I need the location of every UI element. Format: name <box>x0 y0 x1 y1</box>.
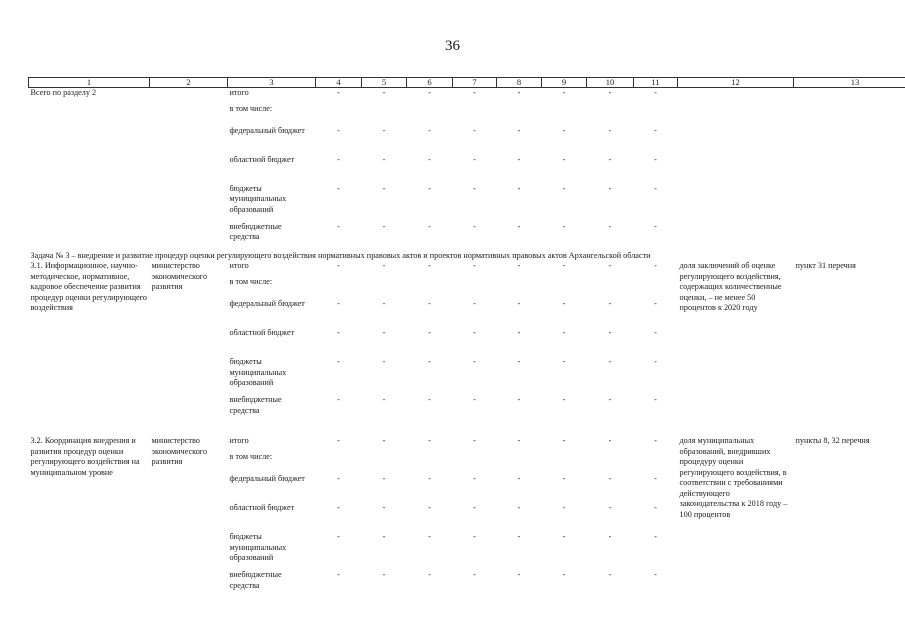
value-cell: - <box>337 328 340 337</box>
value-cell <box>316 277 362 299</box>
value-cell: - <box>473 328 476 337</box>
value-cell: - <box>608 299 612 308</box>
measure-name: 3.2. Координация внедрения и развития процедур оценки регулирующего воздействия на муниципальном уровне <box>30 436 140 477</box>
executor-cell <box>150 88 228 251</box>
reference-cell: пункт 31 перечня <box>795 261 856 270</box>
value-cell: - <box>654 395 657 404</box>
table-row <box>29 436 905 452</box>
value-cell: - <box>517 570 521 579</box>
col-header: 10 <box>587 78 634 88</box>
value-cell: - <box>428 395 431 404</box>
value-cell: - <box>473 88 476 97</box>
funding-source: итого <box>229 261 249 270</box>
col-header: 12 <box>678 78 794 88</box>
value-cell: - <box>473 125 476 135</box>
value-cell: - <box>517 125 521 135</box>
value-cell <box>362 104 407 126</box>
value-cell: - <box>428 532 431 541</box>
value-cell: - <box>473 154 476 164</box>
col-header: 2 <box>150 78 228 88</box>
value-cell: - <box>608 88 612 97</box>
value-cell <box>587 104 634 126</box>
funding-source: бюджеты муниципальных образований <box>229 532 287 562</box>
value-cell <box>542 452 587 474</box>
value-cell <box>407 104 453 126</box>
value-cell: - <box>382 88 386 97</box>
section-total-label: Всего по разделу 2 <box>30 88 97 97</box>
funding-source: федеральный бюджет <box>229 299 305 308</box>
spacer-cell <box>29 424 905 436</box>
value-cell: - <box>337 395 340 404</box>
value-cell: - <box>608 328 612 337</box>
value-cell <box>316 104 362 126</box>
value-cell: - <box>517 221 521 231</box>
value-cell: - <box>382 532 386 541</box>
value-cell <box>634 104 678 126</box>
value-cell <box>407 452 453 474</box>
value-cell: - <box>562 532 566 541</box>
value-cell: - <box>654 88 657 97</box>
value-cell: - <box>608 436 612 445</box>
value-cell: - <box>337 125 340 135</box>
col-header: 7 <box>453 78 497 88</box>
value-cell: - <box>517 436 521 445</box>
value-cell: - <box>654 357 657 366</box>
value-cell: - <box>517 154 521 164</box>
funding-source: областной бюджет <box>229 154 295 164</box>
value-cell <box>453 277 497 299</box>
funding-source: итого <box>229 436 249 445</box>
value-cell: - <box>654 154 657 164</box>
value-cell: - <box>382 299 386 308</box>
value-cell: - <box>473 183 476 193</box>
value-cell: - <box>428 436 431 445</box>
reference-cell <box>794 88 905 251</box>
value-cell <box>497 277 542 299</box>
value-cell <box>362 452 407 474</box>
funding-source: итого <box>229 88 249 97</box>
value-cell: - <box>337 570 340 579</box>
value-cell: - <box>337 503 340 512</box>
value-cell: - <box>337 88 340 97</box>
value-cell: - <box>562 125 566 135</box>
value-cell: - <box>654 503 657 512</box>
value-cell: - <box>382 125 386 135</box>
value-cell: - <box>337 474 340 483</box>
value-cell: - <box>654 183 657 193</box>
value-cell: - <box>337 221 340 231</box>
value-cell: - <box>562 261 566 270</box>
measure-name: 3.1. Информационное, научно-методическое, нормативное, кадровое обеспечение развития процедур оценки регулирующего воздействия <box>30 261 147 312</box>
value-cell: - <box>654 221 657 231</box>
value-cell <box>542 104 587 126</box>
column-number-row <box>29 78 905 88</box>
value-cell: - <box>428 570 431 579</box>
value-cell: - <box>337 261 340 270</box>
value-cell: - <box>473 503 476 512</box>
value-cell: - <box>428 261 431 270</box>
task-title: Задача № 3 – внедрение и развитие процедур оценки регулирующего воздействия нормативных правовых актов и проектов нормативных правовых актов Архангельской области <box>30 250 651 260</box>
funding-source: областной бюджет <box>229 328 295 337</box>
value-cell: - <box>608 183 612 193</box>
value-cell: - <box>562 154 566 164</box>
value-cell <box>453 104 497 126</box>
value-cell: - <box>608 357 612 366</box>
value-cell <box>587 277 634 299</box>
value-cell: - <box>608 261 612 270</box>
table-row <box>29 261 905 277</box>
col-header: 8 <box>497 78 542 88</box>
value-cell: - <box>562 299 566 308</box>
value-cell: - <box>654 328 657 337</box>
value-cell: - <box>517 88 521 97</box>
funding-source: в том числе: <box>229 452 273 461</box>
value-cell: - <box>608 474 612 483</box>
page-number: 36 <box>445 38 460 54</box>
col-header: 6 <box>407 78 453 88</box>
value-cell <box>407 277 453 299</box>
reference-cell: пункты 8, 32 перечня <box>795 436 870 445</box>
value-cell: - <box>337 183 340 193</box>
col-header: 11 <box>634 78 678 88</box>
value-cell: - <box>608 221 612 231</box>
executor-cell: министерство экономического развития <box>151 261 208 291</box>
value-cell: - <box>382 395 386 404</box>
value-cell: - <box>337 532 340 541</box>
value-cell: - <box>654 436 657 445</box>
value-cell: - <box>428 328 431 337</box>
value-cell: - <box>517 474 521 483</box>
value-cell: - <box>473 357 476 366</box>
indicator-cell: доля заключений об оценке регулирующего воздействия, содержащих количественные оценки, – не менее 50 процентов к 2020 году <box>679 261 782 312</box>
value-cell: - <box>562 328 566 337</box>
value-cell: - <box>473 261 476 270</box>
value-cell <box>634 452 678 474</box>
value-cell: - <box>382 357 386 366</box>
value-cell: - <box>382 328 386 337</box>
value-cell: - <box>428 88 431 97</box>
task-row <box>29 251 905 262</box>
executor-cell: министерство экономического развития <box>151 436 208 466</box>
value-cell: - <box>382 436 386 445</box>
value-cell: - <box>473 395 476 404</box>
value-cell: - <box>517 183 521 193</box>
value-cell: - <box>382 474 386 483</box>
value-cell: - <box>608 570 612 579</box>
value-cell: - <box>562 357 566 366</box>
value-cell: - <box>337 436 340 445</box>
value-cell: - <box>654 474 657 483</box>
col-header: 3 <box>228 78 316 88</box>
value-cell: - <box>608 154 612 164</box>
value-cell: - <box>473 436 476 445</box>
col-header: 9 <box>542 78 587 88</box>
funding-source: в том числе: <box>229 103 273 113</box>
value-cell: - <box>382 154 386 164</box>
funding-source: областной бюджет <box>229 503 295 512</box>
value-cell: - <box>473 532 476 541</box>
value-cell: - <box>428 299 431 308</box>
value-cell: - <box>337 357 340 366</box>
funding-source: федеральный бюджет <box>229 125 305 135</box>
value-cell <box>634 277 678 299</box>
value-cell: - <box>608 125 612 135</box>
value-cell: - <box>428 125 431 135</box>
funding-source: внебюджетные средства <box>229 570 282 590</box>
value-cell: - <box>382 183 386 193</box>
value-cell: - <box>654 261 657 270</box>
value-cell: - <box>562 395 566 404</box>
col-header: 5 <box>362 78 407 88</box>
value-cell <box>497 104 542 126</box>
value-cell: - <box>562 221 566 231</box>
value-cell <box>497 452 542 474</box>
value-cell: - <box>428 221 431 231</box>
value-cell: - <box>382 503 386 512</box>
funding-source: федеральный бюджет <box>229 474 305 483</box>
value-cell: - <box>473 570 476 579</box>
value-cell: - <box>473 299 476 308</box>
value-cell <box>316 452 362 474</box>
value-cell: - <box>382 570 386 579</box>
funding-source: в том числе: <box>229 277 273 286</box>
value-cell: - <box>517 261 521 270</box>
funding-source: внебюджетные средства <box>229 221 282 241</box>
value-cell: - <box>654 299 657 308</box>
value-cell: - <box>382 221 386 231</box>
value-cell: - <box>517 532 521 541</box>
indicator-cell <box>678 88 794 251</box>
value-cell: - <box>473 221 476 231</box>
spacer-row <box>29 424 905 436</box>
value-cell: - <box>608 532 612 541</box>
value-cell <box>453 452 497 474</box>
value-cell: - <box>428 183 431 193</box>
value-cell: - <box>382 261 386 270</box>
value-cell: - <box>654 532 657 541</box>
funding-source: бюджеты муниципальных образований <box>229 183 287 214</box>
budget-table <box>28 77 905 599</box>
value-cell: - <box>562 503 566 512</box>
value-cell: - <box>517 395 521 404</box>
value-cell: - <box>608 395 612 404</box>
col-header: 4 <box>316 78 362 88</box>
value-cell: - <box>562 570 566 579</box>
value-cell: - <box>562 183 566 193</box>
col-header: 13 <box>794 78 905 88</box>
value-cell: - <box>337 299 340 308</box>
table-row <box>29 88 905 104</box>
value-cell: - <box>562 88 566 97</box>
value-cell: - <box>517 328 521 337</box>
value-cell: - <box>654 125 657 135</box>
value-cell: - <box>517 299 521 308</box>
value-cell <box>362 277 407 299</box>
funding-source: бюджеты муниципальных образований <box>229 357 287 387</box>
value-cell: - <box>608 503 612 512</box>
indicator-cell: доля муниципальных образований, внедривших процедуру оценки регулирующего воздействия, в соответствии с требованиями действующего законодательства к 2018 году – 100 процентов <box>679 436 788 519</box>
value-cell: - <box>428 474 431 483</box>
value-cell: - <box>517 357 521 366</box>
funding-source: внебюджетные средства <box>229 395 282 415</box>
value-cell: - <box>517 503 521 512</box>
value-cell: - <box>428 357 431 366</box>
value-cell: - <box>428 154 431 164</box>
value-cell: - <box>337 154 340 164</box>
value-cell: - <box>654 570 657 579</box>
value-cell: - <box>562 474 566 483</box>
value-cell: - <box>428 503 431 512</box>
value-cell <box>587 452 634 474</box>
value-cell: - <box>562 436 566 445</box>
col-header: 1 <box>29 78 150 88</box>
value-cell <box>542 277 587 299</box>
value-cell: - <box>473 474 476 483</box>
